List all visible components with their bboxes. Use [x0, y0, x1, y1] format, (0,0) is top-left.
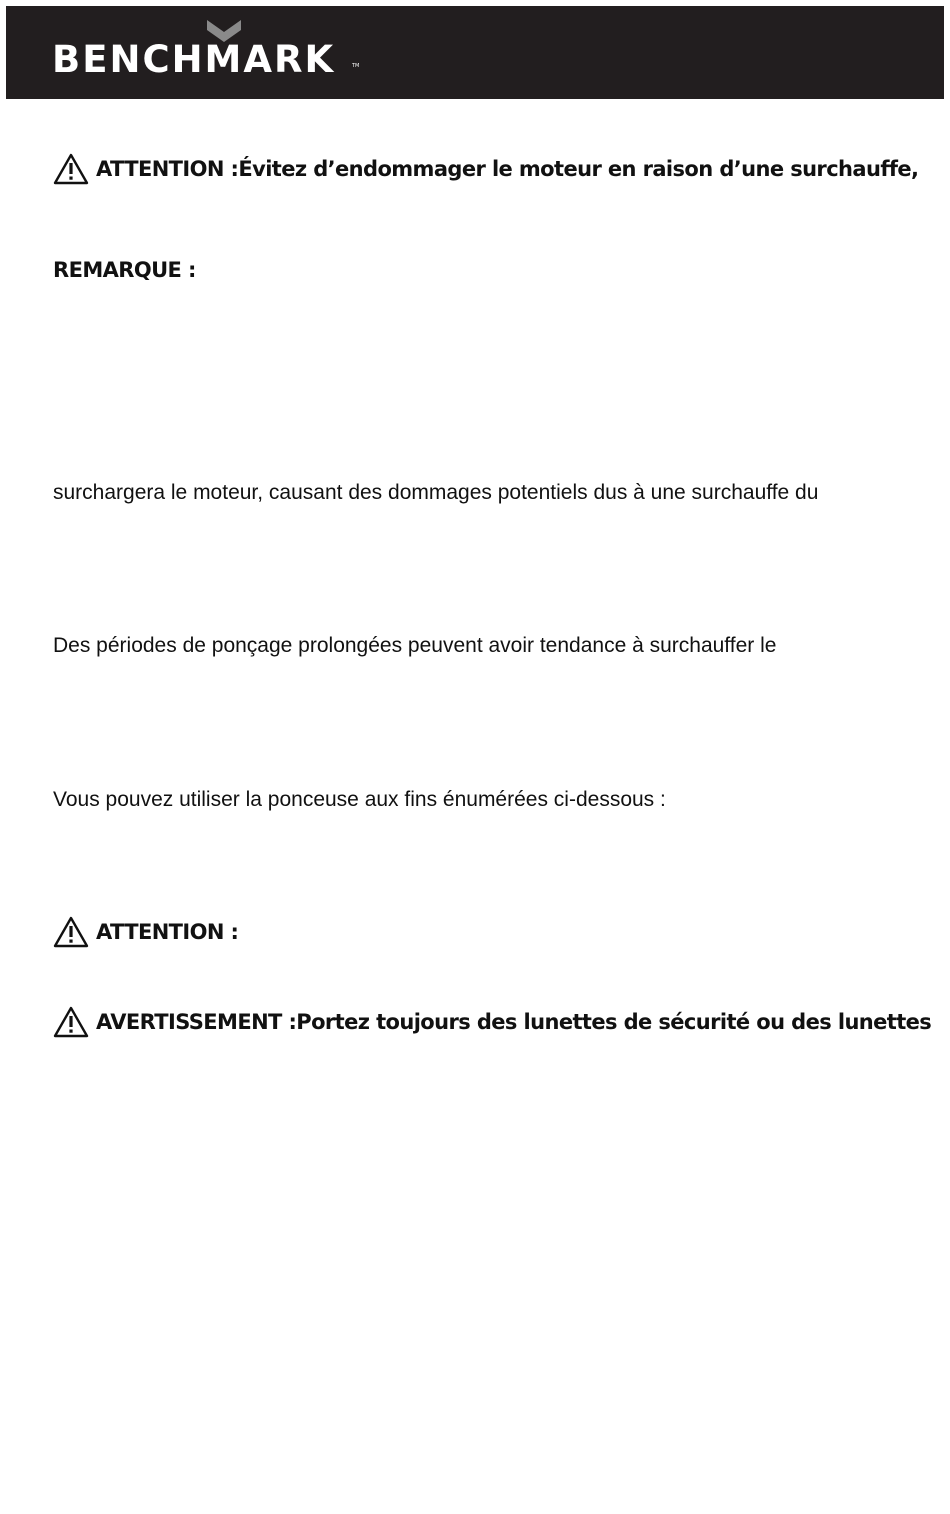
- paragraph-prolonged-sanding: Des périodes de ponçage prolongées peuvent avoir tendance à surchauffer le: [53, 634, 777, 657]
- logo-wordmark: BENCHMARK: [52, 38, 336, 81]
- header-bar: [6, 6, 944, 99]
- warning-notice: [53, 1006, 931, 1038]
- paragraph-overload: surchargera le moteur, causant des dommages potentiels dus à une surchauffe du: [53, 481, 819, 504]
- warning-text: Portez toujours des lunettes de sécurité ou des lunettes: [296, 1010, 932, 1034]
- paragraph-uses: Vous pouvez utiliser la ponceuse aux fins énumérées ci-dessous :: [53, 788, 666, 811]
- warning-label: AVERTISSEMENT :: [96, 1010, 297, 1034]
- remarque-label: REMARQUE :: [53, 258, 196, 282]
- caution-label: ATTENTION :: [96, 920, 239, 944]
- caution-label: ATTENTION :: [96, 157, 239, 181]
- caution-notice-1: [53, 153, 918, 185]
- warning-triangle-icon: [53, 153, 89, 185]
- warning-triangle-icon: [53, 1006, 89, 1038]
- caution-text: Évitez d’endommager le moteur en raison d’une surchauffe,: [238, 157, 919, 181]
- warning-triangle-icon: [53, 916, 89, 948]
- trademark-mark: TM: [352, 63, 360, 69]
- caution-notice-2: [53, 916, 238, 948]
- remarque-heading: [53, 258, 196, 282]
